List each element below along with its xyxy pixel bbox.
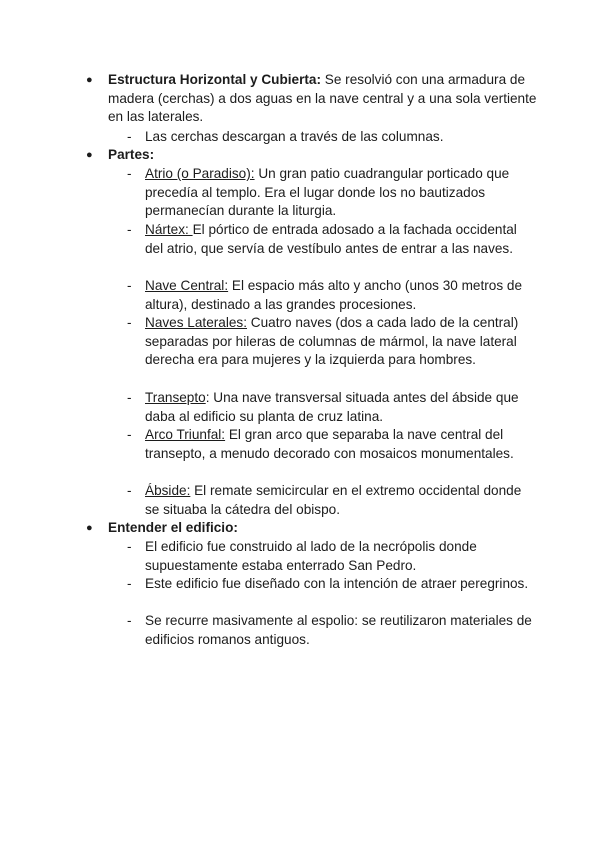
dash-icon: - [127,613,132,628]
list-item-arco-triunfal [145,426,535,463]
dash-icon: - [127,390,132,405]
list-item [145,612,535,649]
term: Ábside: [145,483,191,498]
section-entender [108,519,538,538]
term: Atrio (o Paradiso): [145,166,255,181]
list-item-text: Las cerchas descargan a través de las columnas. [145,129,444,144]
list-item [145,538,535,575]
dash-icon: - [127,539,132,554]
list-item-text: El remate semicircular en el extremo occidental donde se situaba la cátedra del obispo. [145,483,522,517]
list-item-text: : Una nave transversal situada antes del ábside que daba al edificio su planta de cruz latina. [145,390,519,424]
list-item-nave-central [145,277,535,314]
list-item-atrio [145,165,535,221]
list-item-naves-laterales [145,314,535,370]
dash-icon: - [127,315,132,330]
dash-icon: - [127,278,132,293]
bullet-icon: ● [86,149,93,161]
bullet-icon: ● [86,522,93,534]
list-item-text: Un gran patio cuadrangular porticado que precedía al templo. Era el lugar donde los no bautizados permanecían durante la liturgia. [145,166,510,218]
list-item-text: Este edificio fue diseñado con la intención de atraer peregrinos. [145,576,529,591]
list-item-text: El edificio fue construido al lado de la necrópolis donde supuestamente estaba enterrado San Pedro. [145,539,477,573]
section-heading: Partes: [108,147,155,162]
section-estructura [108,71,538,127]
term: Arco Triunfal: [145,427,226,442]
section-heading: Entender el edificio: [108,520,238,535]
list-item-text: Cuatro naves (dos a cada lado de la central) separadas por hileras de columnas de mármol, la nave lateral derecha era para mujeres y la izquierda para hombres. [145,315,519,367]
dash-icon: - [127,576,132,591]
bullet-icon: ● [86,74,93,86]
list-item-text: El gran arco que separaba la nave central del transepto, a menudo decorado con mosaicos monumentales. [145,427,514,461]
dash-icon: - [127,222,132,237]
dash-icon: - [127,483,132,498]
list-item-text: El espacio más alto y ancho (unos 30 metros de altura), destinado a las grandes procesiones. [145,278,523,312]
dash-icon: - [127,166,132,181]
dash-icon: - [127,427,132,442]
list-item-nartex [145,221,535,258]
section-heading: Estructura Horizontal y Cubierta: [108,72,321,87]
term: Nártex: [145,222,193,237]
term: Naves Laterales: [145,315,248,330]
list-item [145,128,535,147]
dash-icon: - [127,129,132,144]
list-item-abside [145,482,535,519]
term: Transepto [145,390,206,405]
list-item-transepto [145,389,535,426]
list-item [145,575,535,594]
list-item-text: Se recurre masivamente al espolio: se reutilizaron materiales de edificios romanos antiguos. [145,613,532,647]
section-partes [108,146,538,165]
section-text: Se resolvió con una armadura de madera (cerchas) a dos aguas en la nave central y a una sola vertiente en las laterales. [108,72,537,124]
term: Nave Central: [145,278,229,293]
list-item-text: El pórtico de entrada adosado a la fachada occidental del atrio, que servía de vestíbulo antes de entrar a las naves. [145,222,517,256]
